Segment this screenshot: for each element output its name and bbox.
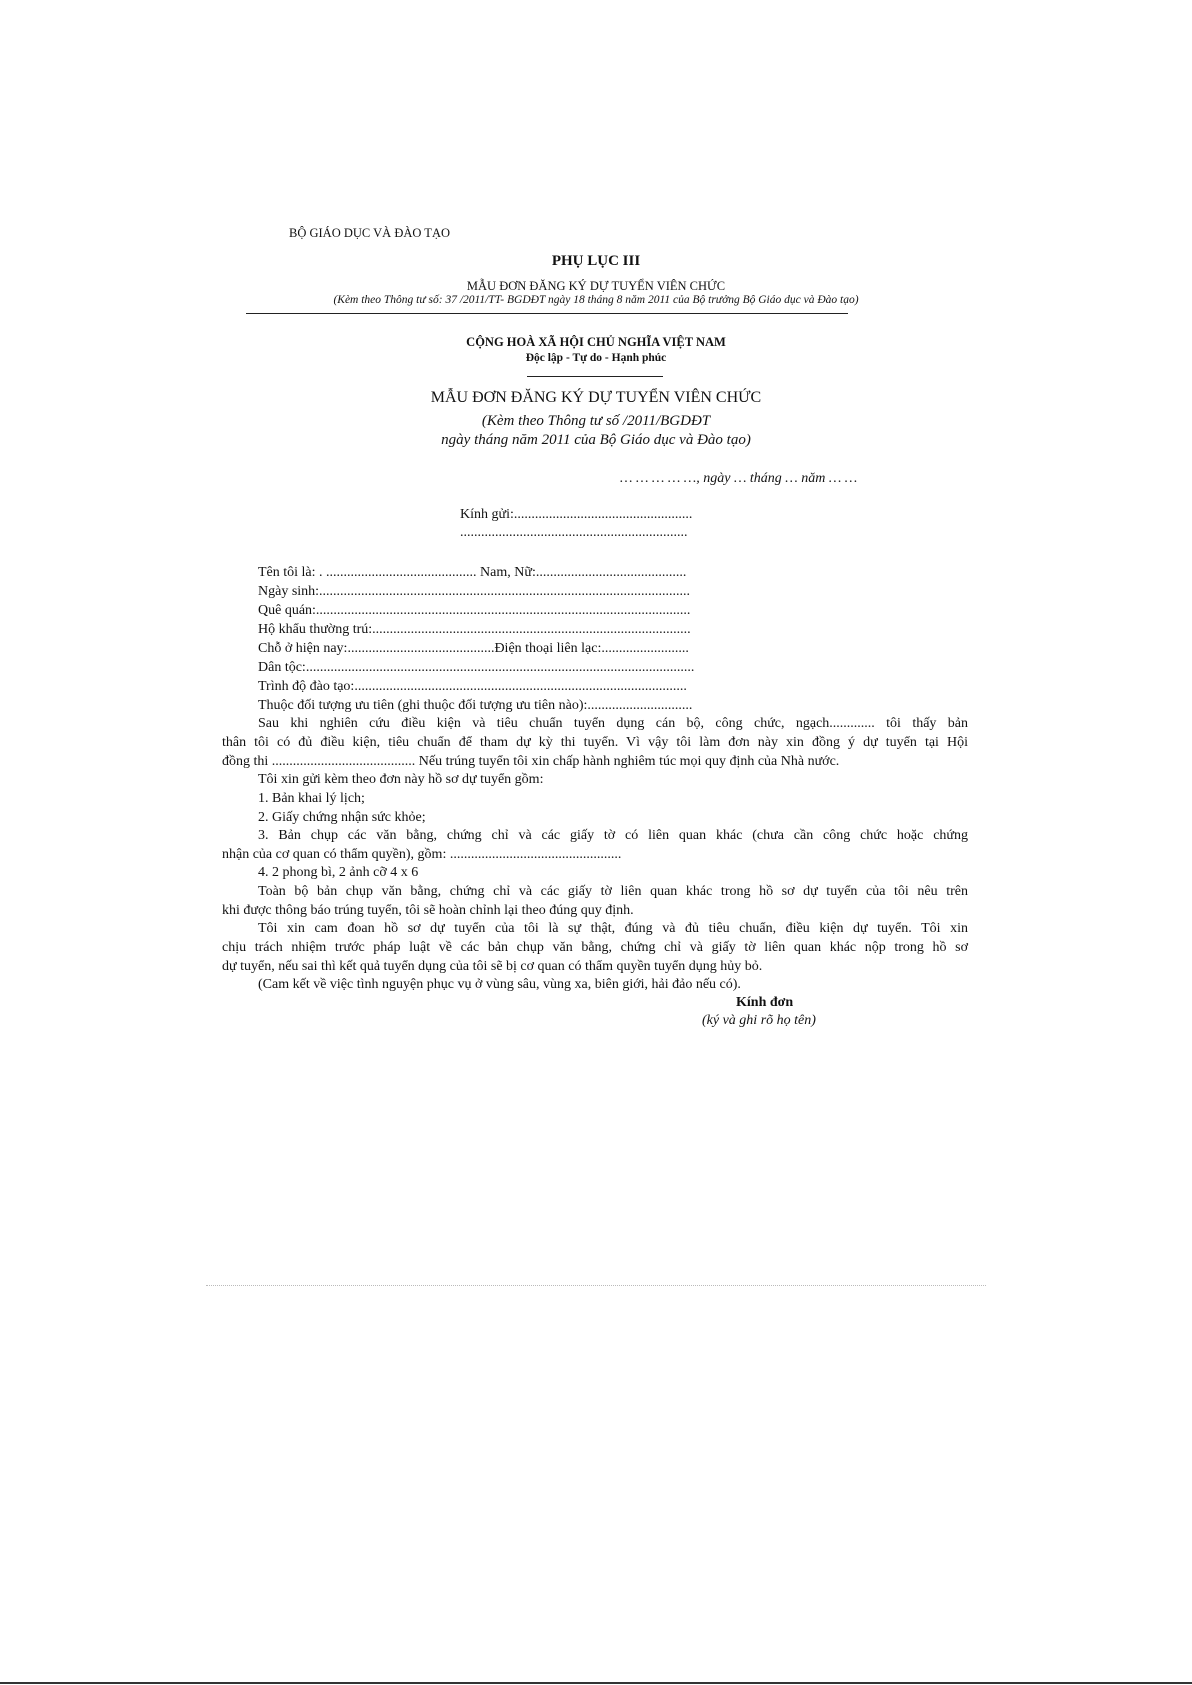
field-hometown: Quê quán:........................................................................................................... <box>258 603 691 618</box>
field-permanent-residence: Hộ khẩu thường trú:........................................................................................... <box>258 622 691 637</box>
field-priority-group: Thuộc đối tượng ưu tiên (ghi thuộc đối tượng ưu tiên nào):.............................. <box>258 698 693 713</box>
appendix-note: (Kèm theo Thông tư số: 37 /2011/TT- BGDĐT ngày 18 tháng 8 năm 2011 của Bộ trưởng Bộ Giáo dục và Đào tạo) <box>333 294 859 306</box>
ministry-name: BỘ GIÁO DỤC VÀ ĐÀO TẠO <box>289 226 450 240</box>
attachment-item-1: 1. Bản khai lý lịch; <box>258 791 365 806</box>
addressee-line2: ................................................................. <box>460 525 688 540</box>
paragraph-1-line3: đồng thi ......................................... Nếu trúng tuyển tôi xin chấp hành nghiêm túc mọi quy định của Nhà nước. <box>222 754 840 769</box>
paragraph-3-line2: khi được thông báo trúng tuyển, tôi sẽ hoàn chỉnh lại theo đúng quy định. <box>222 903 634 918</box>
signature-note: (ký và ghi rõ họ tên) <box>702 1013 816 1028</box>
attachment-item-4: 4. 2 phong bì, 2 ảnh cỡ 4 x 6 <box>258 865 419 880</box>
form-note-line1: (Kèm theo Thông tư số /2011/BGDĐT <box>481 413 711 429</box>
paragraph-2: Tôi xin gửi kèm theo đơn này hồ sơ dự tuyển gồm: <box>258 772 544 787</box>
paragraph-1-line2: thân tôi có đủ điều kiện, tiêu chuẩn để tham dự kỳ thi tuyển. Vì vậy tôi làm đơn này xin đồng ý dự tuyển tại Hội <box>222 735 968 750</box>
addressee-line1: Kính gửi:................................................... <box>460 507 693 522</box>
field-current-address-phone: Chỗ ở hiện nay:..........................................Điện thoại liên lạc:......................... <box>258 641 689 656</box>
paragraph-4-line1: Tôi xin cam đoan hồ sơ dự tuyển của tôi là sự thật, đúng và đủ tiêu chuẩn, điều kiện dự tuyển. Tôi xin <box>258 921 968 936</box>
slogan-underline <box>527 376 663 377</box>
page-boundary-line <box>206 1285 986 1286</box>
signature-label: Kính đơn <box>736 995 794 1010</box>
field-ethnicity: Dân tộc:............................................................................................................... <box>258 660 695 675</box>
form-title: MẪU ĐƠN ĐĂNG KÝ DỰ TUYỂN VIÊN CHỨC <box>430 389 762 406</box>
paragraph-4-line3: dự tuyển, nếu sai thì kết quả tuyển dụng của tôi sẽ bị cơ quan có thẩm quyền tuyển dụng hủy bỏ. <box>222 959 763 974</box>
attachment-item-3-line2: nhận của cơ quan có thẩm quyền), gồm: ................................................. <box>222 847 622 862</box>
appendix-subtitle: MẪU ĐƠN ĐĂNG KÝ DỰ TUYỂN VIÊN CHỨC <box>466 279 726 293</box>
national-slogan: Độc lập - Tự do - Hạnh phúc <box>525 352 667 364</box>
appendix-title: PHỤ LỤC III <box>551 253 641 269</box>
place-date-line: … … … … …, ngày … tháng … năm … … <box>620 471 858 486</box>
header-divider <box>246 313 848 314</box>
form-note-line2: ngày tháng năm 2011 của Bộ Giáo dục và Đào tạo) <box>441 432 751 448</box>
paragraph-5-commitment: (Cam kết về việc tình nguyện phục vụ ở vùng sâu, vùng xa, biên giới, hải đảo nếu có). <box>258 977 741 992</box>
field-full-name: Tên tôi là: . ........................................... Nam, Nữ:........................................... <box>258 565 687 580</box>
field-education-level: Trình độ đào tạo:............................................................................................... <box>258 679 687 694</box>
paragraph-1-line1: Sau khi nghiên cứu điều kiện và tiêu chuẩn tuyển dụng cán bộ, công chức, ngạch............. tôi thấy bản <box>258 716 968 731</box>
country-name: CỘNG HOÀ XÃ HỘI CHỦ NGHĨA VIỆT NAM <box>466 335 726 349</box>
attachment-item-2: 2. Giấy chứng nhận sức khỏe; <box>258 810 426 825</box>
bottom-edge-line <box>0 1682 1192 1684</box>
paragraph-4-line2: chịu trách nhiệm trước pháp luật về các bản chụp văn bằng, chứng chỉ và giấy tờ liên quan khác nộp trong hồ sơ <box>222 940 968 955</box>
paragraph-3-line1: Toàn bộ bản chụp văn bằng, chứng chỉ và các giấy tờ liên quan khác trong hồ sơ dự tuyển của tôi nêu trên <box>258 884 968 899</box>
attachment-item-3-line1: 3. Bản chụp các văn bằng, chứng chỉ và các giấy tờ có liên quan khác (chưa cần công chức hoặc chứng <box>258 828 968 843</box>
field-date-of-birth: Ngày sinh:.......................................................................................................... <box>258 584 691 599</box>
